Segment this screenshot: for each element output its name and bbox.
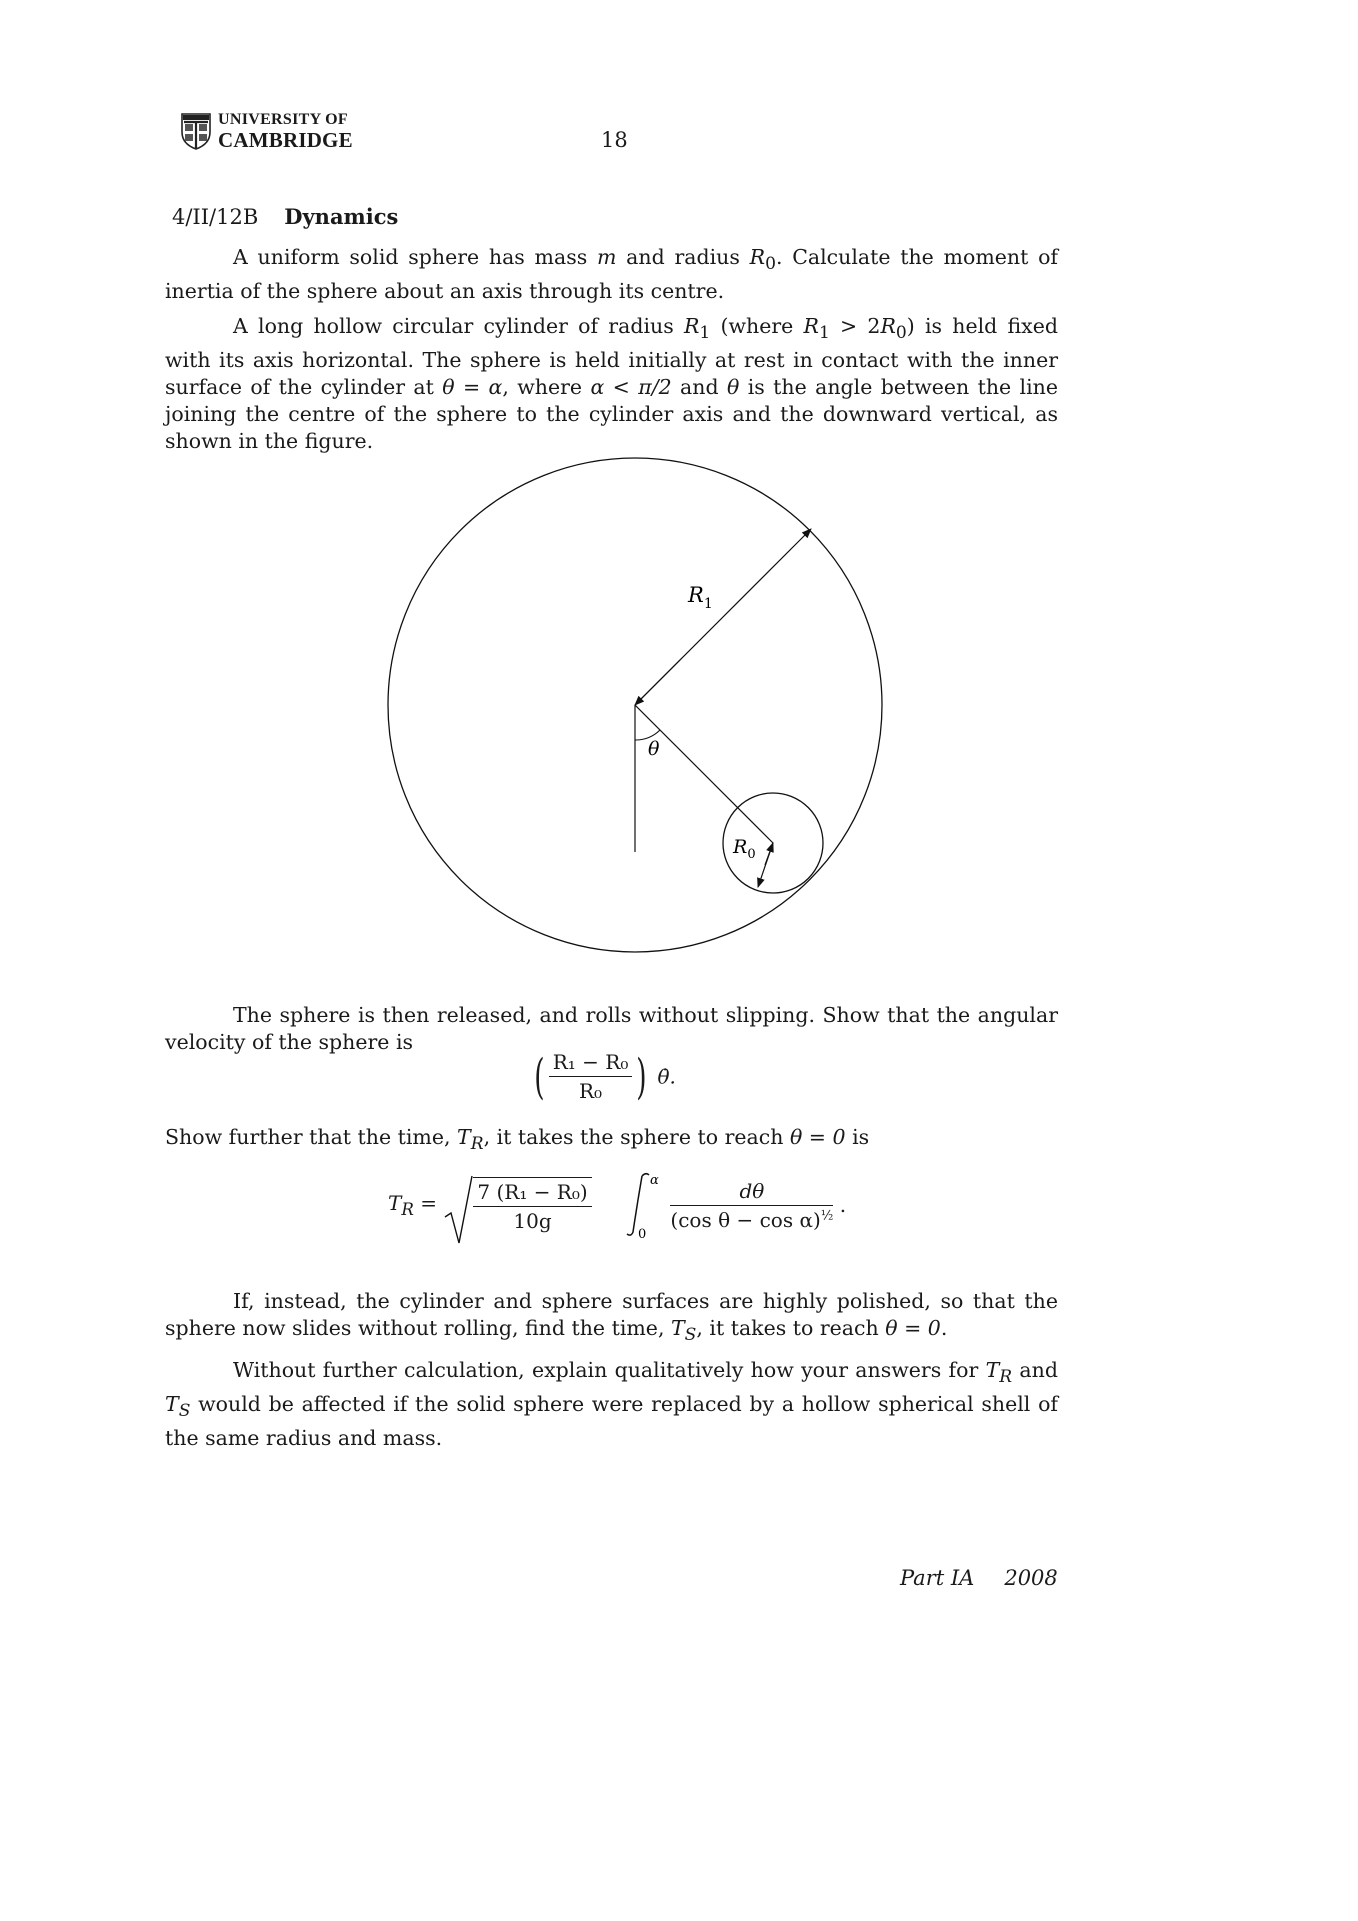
logo-line-1: UNIVERSITY OF xyxy=(218,111,348,128)
logo-line-2: CAMBRIDGE xyxy=(218,128,353,152)
integral-sign xyxy=(622,1170,664,1240)
svg-text:0: 0 xyxy=(638,1227,647,1240)
integral-sign-icon xyxy=(622,1170,664,1240)
paragraph-5: If, instead, the cylinder and sphere surfaces are highly polished, so that the sphere now slides without rolling, find the time, $T_S$, it takes to reach θ = 0. xyxy=(165,1289,1058,1346)
page-footer xyxy=(900,1566,1058,1590)
university-logo xyxy=(180,112,370,152)
centre-line xyxy=(635,705,773,843)
question-heading xyxy=(172,204,398,229)
label-theta: θ xyxy=(648,738,660,760)
question-topic: Dynamics xyxy=(284,204,399,229)
eq2-sqrt-numerator: 7 (R₁ − R₀) xyxy=(473,1180,591,1207)
eq1-numerator: R₁ − R₀ xyxy=(549,1050,633,1077)
sqrt-expression xyxy=(443,1177,591,1233)
eq1-tail: θ̇. xyxy=(657,1064,676,1089)
label-r1: $R_1$ xyxy=(688,583,713,612)
eq2-sqrt-denominator: 10g xyxy=(513,1209,552,1233)
paragraph-2: A long hollow circular cylinder of radius $R_1$ (where $R_1 > 2R_0$) is held fixed with its axis horizontal. The sphere is held initially at rest in contact with the inner surface of the cylinder at θ = α, where α < π/2 and θ is the angle between the line joining the centre of the sphere to the cylinder axis and the downward vertical, as shown in the figure. xyxy=(165,314,1058,454)
paragraph-6: Without further calculation, explain qualitatively how your answers for $T_R$ and $T_S$ would be affected if the solid sphere were replaced by a hollow spherical shell of the same radius and mass. xyxy=(165,1358,1058,1451)
page-number: 18 xyxy=(601,128,628,152)
paragraph-1: A uniform solid sphere has mass m and radius $R_0$. Calculate the moment of inertia of the sphere about an axis through its centre. xyxy=(165,245,1058,304)
eq1-denominator: R₀ xyxy=(579,1079,603,1103)
svg-text:α: α xyxy=(650,1173,659,1188)
question-code: 4/II/12B xyxy=(172,205,259,229)
cambridge-crest-icon xyxy=(180,112,212,150)
eq2-integrand-denominator: (cos θ − cos α)$^{\frac{1}{2}}$ xyxy=(670,1207,834,1232)
r0-arrow-back xyxy=(765,843,773,865)
label-r0: $R_0$ xyxy=(733,836,756,862)
figure-cylinder-sphere xyxy=(380,450,890,960)
equation-time-rolling: $T_R$ = $\frac{\text{7 (R₁ − R₀)}}{10g}$ α 0 $\frac{d\theta}{(\cos \theta - \cos \alpha)^{\frac{1}{2}}}$ . xyxy=(388,1170,848,1250)
equation-angular-velocity: ( $\frac{\text{R₁ − R₀}}{\text{R₀}}$ ) θ̇. xyxy=(534,1048,676,1105)
footer-part: Part IA xyxy=(900,1566,975,1590)
paragraph-4: Show further that the time, $T_R$, it takes the sphere to reach θ = 0 is xyxy=(165,1125,870,1155)
footer-year: 2008 xyxy=(1004,1566,1058,1590)
sqrt-sign-icon xyxy=(443,1173,473,1247)
eq2-integrand-numerator: dθ xyxy=(670,1179,833,1206)
r1-arrow-back xyxy=(635,660,680,705)
paragraph-3: The sphere is then released, and rolls without slipping. Show that the angular velocity of the sphere is xyxy=(165,1003,1058,1054)
